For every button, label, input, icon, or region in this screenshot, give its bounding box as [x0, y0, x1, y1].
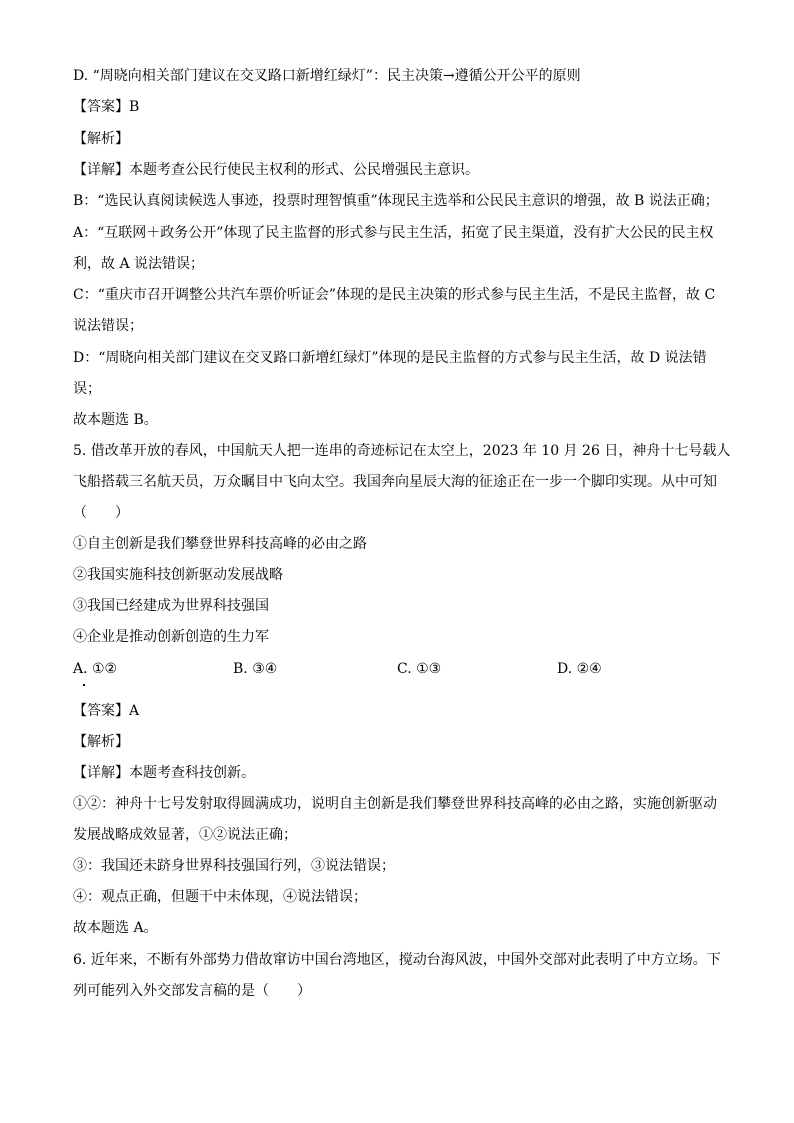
answer-label: 【答案】B: [73, 99, 140, 115]
statement-4: ④企业是推动创新创造的生力军: [73, 629, 269, 645]
option-b: B. ③④: [233, 661, 278, 677]
analysis-label: 【解析】: [73, 131, 129, 147]
explain-b: B：“选民认真阅读候选人事迹，投票时理智慎重”体现民主选举和公民民主意识的增强，故 B 说法正确；: [73, 193, 719, 209]
stray-dot: [83, 684, 85, 686]
question-5: 5. 借改革开放的春风，中国航天人把一连串的奇迹标记在太空上，2023 年 10 月 26 日，神舟十七号载人: [73, 443, 731, 459]
explain-d: D：“周晓向相关部门建议在交叉路口新增红绿灯”体现的是民主监督的方式参与民主生活，故 D 说法错: [73, 350, 707, 366]
option-d-prev: D. “周晓向相关部门建议在交叉路口新增红绿灯”：民主决策→遵循公开公平的原则: [73, 68, 581, 84]
statement-3: ③我国已经建成为世界科技强国: [73, 598, 269, 614]
detail-text: 【详解】本题考查公民行使民主权利的形式、公民增强民主意识。: [73, 162, 479, 178]
option-d: D. ②④: [557, 661, 602, 677]
question-5-cont: 飞船搭载三名航天员，万众瞩目中飞向太空。我国奔向星辰大海的征途正在一步一个脚印实现。从中可知: [73, 474, 717, 490]
conclusion: 故本题选 B。: [73, 412, 158, 428]
analysis-label-2: 【解析】: [73, 734, 129, 750]
question-5-blank: （ ）: [73, 505, 129, 521]
conclusion-2: 故本题选 A。: [73, 920, 158, 936]
statement-1: ①自主创新是我们攀登世界科技高峰的必由之路: [73, 536, 367, 552]
statement-2: ②我国实施科技创新驱动发展战略: [73, 567, 283, 583]
option-a: A. ①②: [73, 661, 118, 677]
explain-c-cont: 说法错误；: [73, 318, 143, 334]
explain-12: ①②：神舟十七号发射取得圆满成功，说明自主创新是我们攀登世界科技高峰的必由之路，实施创新驱动: [73, 796, 717, 812]
explain-a: A：“互联网＋政务公开”体现了民主监督的形式参与民主生活，拓宽了民主渠道，没有扩大公民的民主权: [73, 225, 714, 241]
explain-3: ③：我国还未跻身世界科技强国行列，③说法错误；: [73, 858, 395, 874]
option-c: C. ①③: [397, 661, 442, 677]
detail-text-2: 【详解】本题考查科技创新。: [73, 765, 255, 781]
explain-12-cont: 发展战略成效显著，①②说法正确；: [73, 827, 297, 843]
question-6-cont: 列可能列入外交部发言稿的是（ ）: [73, 983, 311, 999]
answer-label-2: 【答案】A: [73, 703, 140, 719]
explain-4: ④：观点正确，但题干中未体现，④说法错误；: [73, 889, 367, 905]
explain-a-cont: 利，故 A 说法错误；: [73, 256, 205, 272]
explain-d-cont: 误；: [73, 381, 101, 397]
question-6: 6. 近年来，不断有外部势力借故窜访中国台湾地区，搅动台海风波，中国外交部对此表明了中方立场。下: [73, 952, 721, 968]
explain-c: C：“重庆市召开调整公共汽车票价听证会”体现的是民主决策的形式参与民主生活，不是民主监督，故 C: [73, 287, 716, 303]
